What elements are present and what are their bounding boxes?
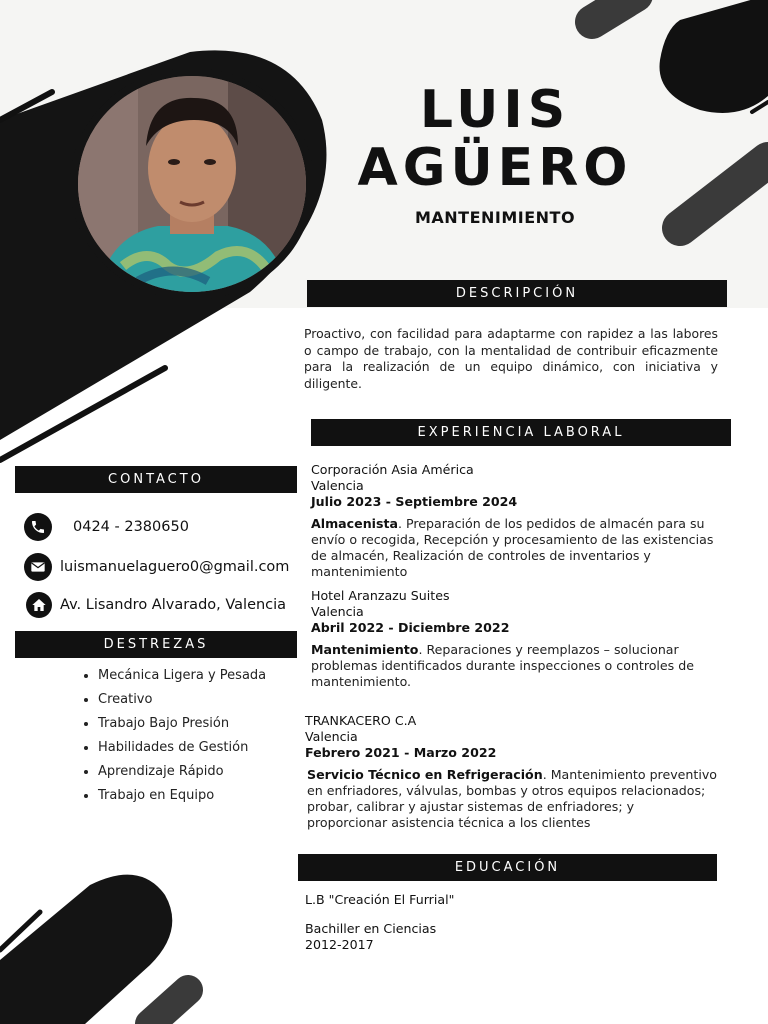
job-city: Valencia <box>311 604 364 620</box>
email-icon <box>24 553 52 581</box>
first-name: LUIS <box>419 80 571 140</box>
job-dates: Julio 2023 - Septiembre 2024 <box>311 494 518 510</box>
deco-pill-2 <box>660 0 768 113</box>
contact-phone <box>24 513 189 541</box>
job-entry-3 <box>305 713 717 831</box>
contact-address <box>26 592 286 618</box>
job-detail <box>305 767 717 832</box>
home-icon <box>26 592 52 618</box>
job-role: MANTENIMIENTO <box>414 208 576 227</box>
job-position: Mantenimiento <box>311 641 419 657</box>
portrait-illustration <box>78 76 306 292</box>
education-degree: Bachiller en Ciencias <box>305 921 437 937</box>
job-description: . Reparaciones y reemplazos – solucionar problemas identificados durante inspecciones o controles de mantenimiento. <box>311 641 694 690</box>
skill-item: • Creativo <box>98 688 318 712</box>
deco-pill-4 <box>150 990 188 1024</box>
section-header-description: DESCRIPCIÓN <box>307 280 727 307</box>
job-city: Valencia <box>311 478 364 494</box>
skill-item: • Trabajo en Equipo <box>98 784 318 808</box>
job-entry-2 <box>311 588 711 690</box>
job-company: TRANKACERO C.A <box>305 713 417 728</box>
education-school: L.B "Creación El Furrial" <box>305 892 455 907</box>
job-company: Corporación Asia América <box>311 462 474 477</box>
skill-item: • Mecánica Ligera y Pesada <box>98 664 318 688</box>
contact-address-text: Av. Lisandro Alvarado, Valencia <box>60 597 287 613</box>
deco-pill-1 <box>592 0 636 22</box>
last-name: AGÜERO <box>357 138 633 198</box>
skill-item: • Aprendizaje Rápido <box>98 760 318 784</box>
job-description: . Mantenimiento preventivo en enfriadores, válvulas, bombas y otros equipos relacionados; probar, calibrar y ajustar sistemas de enfriadores; y proporcionar asistencia técnica a los clientes <box>307 766 717 831</box>
skills-list <box>60 664 318 808</box>
section-header-education: EDUCACIÓN <box>298 854 717 881</box>
phone-icon <box>24 513 52 541</box>
education-years: 2012-2017 <box>305 937 374 953</box>
job-detail <box>311 516 731 581</box>
skill-item: • Trabajo Bajo Presión <box>98 712 318 736</box>
job-city: Valencia <box>305 729 358 745</box>
section-header-contact: CONTACTO <box>15 466 297 493</box>
job-detail <box>311 642 711 691</box>
deco-bottom-shape <box>0 875 172 1024</box>
education-entry <box>305 892 454 954</box>
contact-phone-text: 0424 - 2380650 <box>73 519 189 535</box>
job-position: Almacenista <box>311 515 398 531</box>
skill-item: • Habilidades de Gestión <box>98 736 318 760</box>
job-company: Hotel Aranzazu Suites <box>311 588 450 603</box>
profile-photo <box>70 68 314 300</box>
job-description: . Preparación de los pedidos de almacén para su envío o recogida, Recepción y procesamiento de las existencias de almacén, Realización de controles de inventarios y mantenimiento <box>311 515 714 580</box>
description-text: Proactivo, con facilidad para adaptarme con rapidez a las labores o campo de trabajo, con la mentalidad de contribuir eficazmente para la realización de un equipo dinámico, con iniciativa y diligente. <box>304 326 718 391</box>
job-dates: Febrero 2021 - Marzo 2022 <box>305 745 497 761</box>
contact-email <box>24 553 289 581</box>
contact-email-text: luismanuelaguero0@gmail.com <box>60 559 290 575</box>
section-header-experience: EXPERIENCIA LABORAL <box>311 419 731 446</box>
job-position: Servicio Técnico en Refrigeración <box>307 766 543 782</box>
job-dates: Abril 2022 - Diciembre 2022 <box>311 620 510 636</box>
section-header-skills: DESTREZAS <box>15 631 297 658</box>
job-entry-1 <box>311 462 731 580</box>
deco-pill-3 <box>680 160 768 228</box>
